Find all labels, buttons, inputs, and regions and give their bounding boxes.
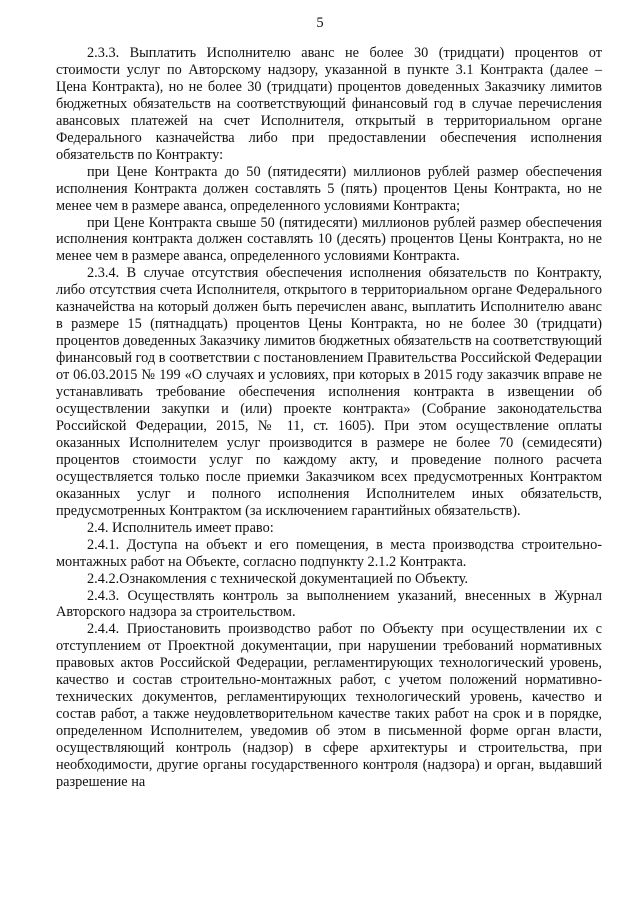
paragraph-2-3-3: 2.3.3. Выплатить Исполнителю аванс не более 30 (тридцати) процентов от стоимости услуг по Авторскому надзору, указанной в пункте 3.1 Контракта (далее – Цена Контракта), но не более 30 (тридцати) процентов доведенных Заказчику лимитов бюджетных обязательств на соответствующий финансовый год в случае перечисления авансовых платежей на счет Исполнителя, открытый в территориальном органе Федерального казначейства либо при предоставлении обеспечения исполнения обязательств по Контракту: <box>56 45 602 163</box>
paragraph-security-over-50m: при Цене Контракта свыше 50 (пятидесяти) миллионов рублей размер обеспечения исполнения контракта должен составлять 10 (десять) процентов Цены Контракта, но не менее чем в размере аванса, определенного условиями Контракта. <box>56 214 602 265</box>
paragraph-2-4-4: 2.4.4. Приостановить производство работ по Объекту при осуществлении их с отступлением от Проектной документации, при нарушении требований нормативных правовых актов Российской Федерации, регламентирующих технологический уровень, качество и состав строительно-монтажных работ, с учетом положений нормативно-технических документов, регламентирующих технологический уровень, качество и состав работ, а также неудовлетворительном качестве таких работ на срок и в порядке, определенном Исполнителем, уведомив об этом в письменной форме орган власти, осуществляющий контроль (надзор) в сфере архитектуры и строительства, при необходимости, другие органы государственного контроля (надзора) и орган, выдавший разрешение на <box>56 621 602 790</box>
page-number: 5 <box>316 15 324 31</box>
paragraph-2-4-2: 2.4.2.Ознакомления с технической документацией по Объекту. <box>87 570 469 587</box>
paragraph-2-4-3: 2.4.3. Осуществлять контроль за выполнением указаний, внесенных в Журнал Авторского надзора за строительством. <box>56 587 602 621</box>
paragraph-security-under-50m: при Цене Контракта до 50 (пятидесяти) миллионов рублей размер обеспечения исполнения Контракта должен составлять 5 (пять) процентов Цены Контракта, но не менее чем в размере аванса, определенного условиями Контракта; <box>56 163 602 214</box>
paragraph-2-3-4: 2.3.4. В случае отсутствия обеспечения исполнения обязательств по Контракту, либо отсутствия счета Исполнителя, открытого в территориальном органе Федерального казначейства на который должен быть перечислен аванс, выплатить Исполнителю аванс в размере 15 (пятнадцать) процентов Цены Контракта, но не более 30 (тридцати) процентов доведенных Заказчику лимитов бюджетных обязательств на соответствующий финансовый год в соответствии с постановлением Правительства Российской Федерации от 06.03.2015 № 199 «О случаях и условиях, при которых в 2015 году заказчик вправе не устанавливать требование обеспечения исполнения контракта в извещении об осуществлении закупки и (или) проекте контракта» (Собрание законодательства Российской Федерации, 2015, № 11, ст. 1605). При этом осуществление оплаты оказанных Исполнителем услуг производится в размере не более 70 (семидесяти) процентов стоимости услуг по каждому акту, и проведение полного расчета осуществляется только после приемки Заказчиком всех предусмотренных Контрактом оказанных услуг и полного исполнения Исполнителем иных обязательств, предусмотренных Контрактом (за исключением гарантийных обязательств). <box>56 265 602 519</box>
paragraph-2-4-1: 2.4.1. Доступа на объект и его помещения, в места производства строительно-монтажных работ на Объекте, согласно подпункту 2.1.2 Контракта. <box>56 536 602 570</box>
paragraph-2-4: 2.4. Исполнитель имеет право: <box>87 519 274 536</box>
document-body <box>56 45 602 791</box>
